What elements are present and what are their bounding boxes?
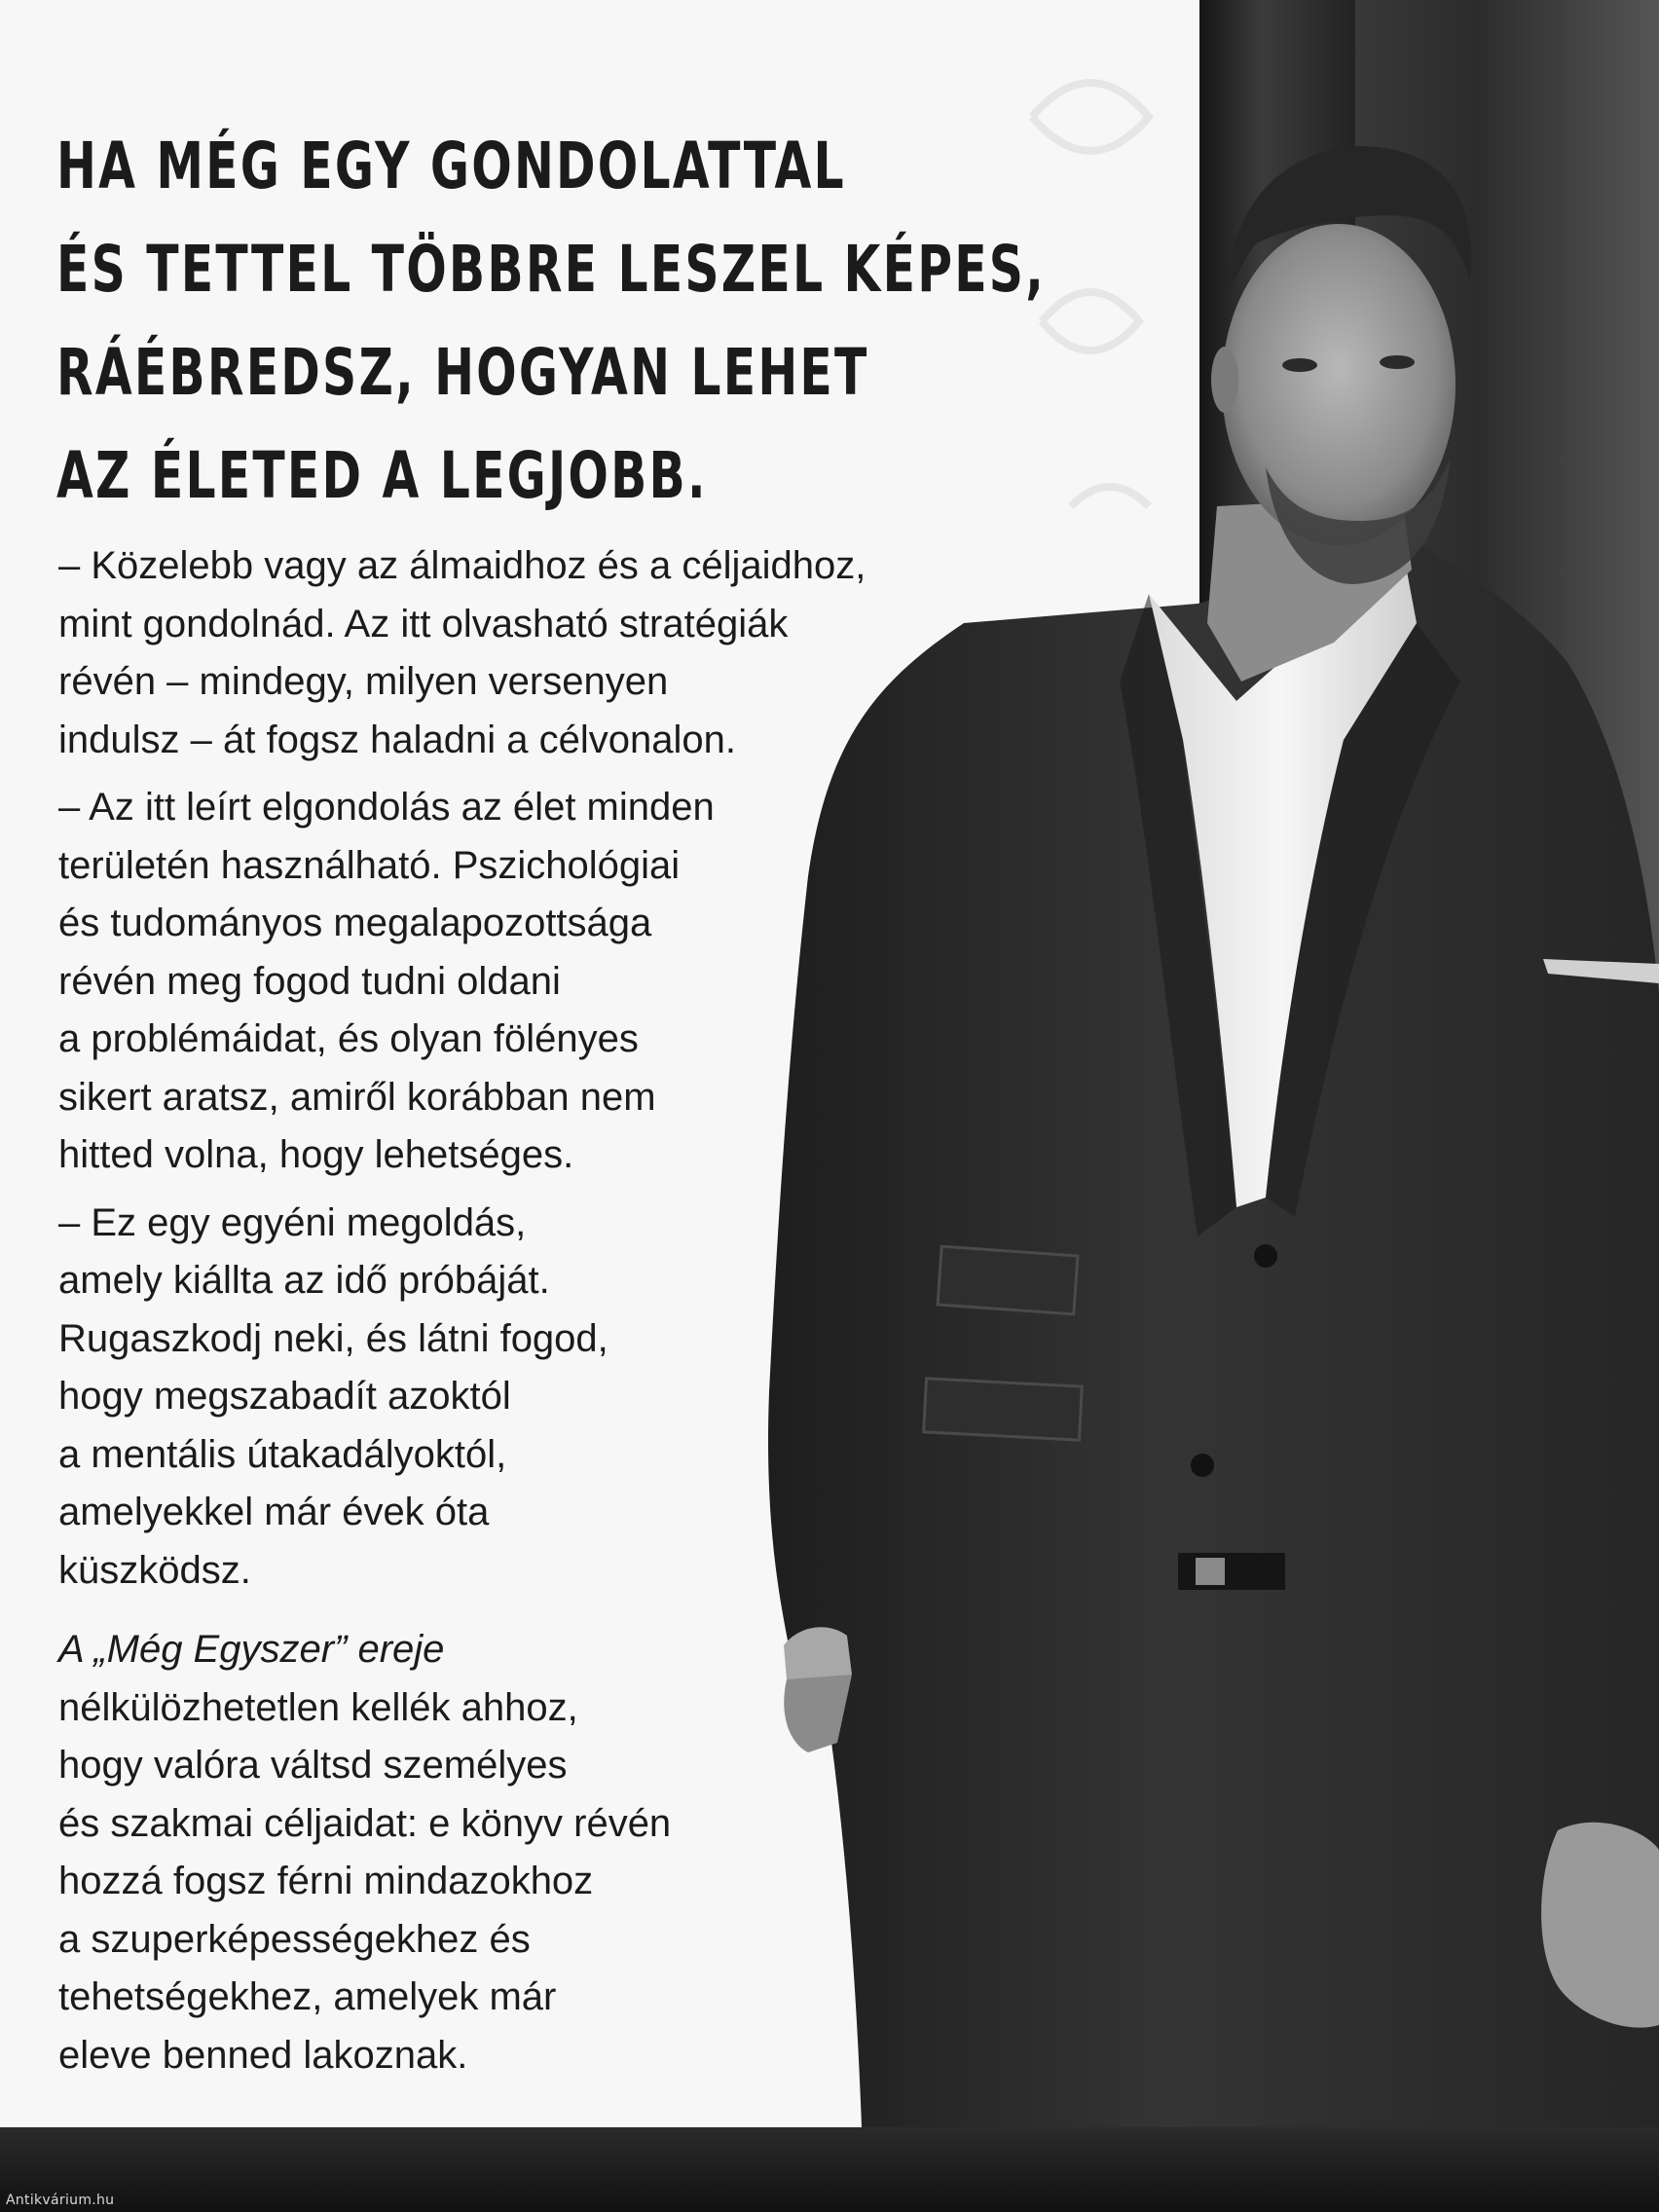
headline-line: HA MÉG EGY GONDOLATTAL <box>56 129 846 203</box>
text-line: – Az itt leírt elgondolás az élet minden <box>58 786 715 829</box>
text-line: – Ez egy egyéni megoldás, <box>58 1200 527 1244</box>
headline-line: ÉS TETTEL TÖBBRE LESZEL KÉPES, <box>56 232 1046 307</box>
text-line: indulsz – át fogsz haladni a célvonalon. <box>58 718 737 761</box>
flap-pocket <box>938 1246 1078 1314</box>
text-line: tehetségekhez, amelyek már <box>58 1975 557 2018</box>
jacket-button <box>1254 1244 1277 1268</box>
text-line: a problémáidat, és olyan fölényes <box>58 1017 639 1060</box>
headline-line: RÁÉBREDSZ, HOGYAN LEHET <box>56 335 869 410</box>
text-line: amely kiállta az idő próbáját. <box>58 1259 550 1302</box>
watermark: Antikvárium.hu <box>6 2193 115 2208</box>
text-line: eleve benned lakoznak. <box>58 2033 468 2077</box>
text-line: – Közelebb vagy az álmaidhoz és a céljaidhoz, <box>58 544 866 587</box>
text-line: révén meg fogod tudni oldani <box>58 959 561 1003</box>
window-ironwork <box>1032 83 1149 506</box>
text-line: nélkülözhetetlen kellék ahhoz, <box>58 1685 578 1729</box>
text-line: küszködsz. <box>58 1548 251 1592</box>
eye <box>1282 358 1317 372</box>
jacket-button <box>1191 1454 1214 1477</box>
bottom-strip <box>0 2127 1659 2212</box>
flap-pocket <box>924 1379 1083 1440</box>
text-line: sikert aratsz, amiről korábban nem <box>58 1075 656 1119</box>
text-line: mint gondolnád. Az itt olvasható stratégiák <box>58 602 789 645</box>
paragraph <box>58 779 896 1185</box>
headline-line: AZ ÉLETED A LEGJOBB. <box>56 438 708 513</box>
text-line: hitted volna, hogy lehetséges. <box>58 1133 574 1176</box>
text-line: területén használható. Pszichológiai <box>58 843 681 887</box>
text-line: és tudományos megalapozottsága <box>58 902 652 944</box>
text-line: Rugaszkodj neki, és látni fogod, <box>58 1316 608 1360</box>
paragraph <box>58 1621 896 2084</box>
text-line: hogy valóra váltsd személyes <box>58 1744 568 1787</box>
book-title-line: A „Még Egyszer” ereje <box>58 1628 445 1671</box>
eye <box>1380 355 1415 369</box>
text-line: a szuperképességekhez és <box>58 1917 531 1961</box>
body-text <box>58 537 896 2094</box>
text-line: a mentális útakadályoktól, <box>58 1432 507 1476</box>
text-line: amelyekkel már évek óta <box>58 1491 490 1533</box>
paragraph <box>58 1195 896 1601</box>
ear <box>1211 347 1238 413</box>
belt <box>1178 1553 1285 1590</box>
text-line: hogy megszabadít azoktól <box>58 1375 511 1418</box>
text-line: hozzá fogsz férni mindazokhoz <box>58 1860 594 1902</box>
headline <box>56 115 1046 528</box>
text-line: révén – mindegy, milyen versenyen <box>58 660 669 703</box>
paragraph <box>58 537 896 769</box>
head <box>1222 224 1456 545</box>
text-line: és szakmai céljaidat: e könyv révén <box>58 1801 672 1845</box>
